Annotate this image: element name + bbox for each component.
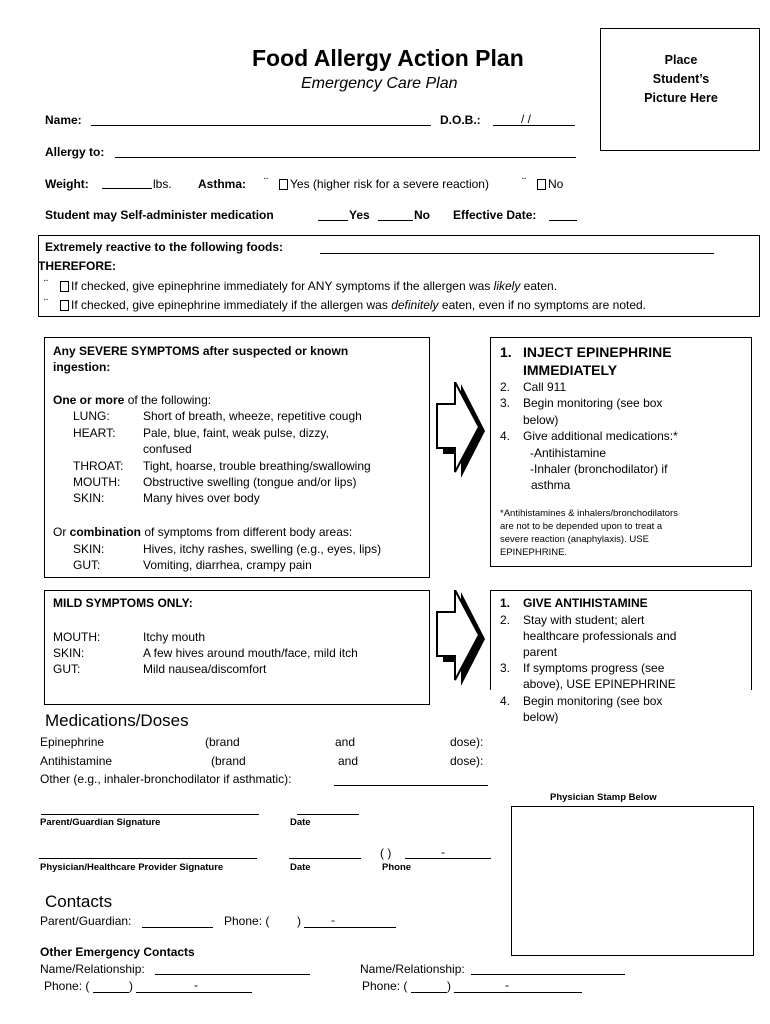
one-or-more-bold: One or more (53, 393, 125, 407)
severe-row-text: Short of breath, wheeze, repetitive cough (143, 409, 362, 423)
combination-bold: combination (69, 525, 142, 539)
contact-phone-field[interactable] (454, 980, 582, 993)
step-number: 4. (500, 429, 511, 443)
self-admin-no: No (414, 208, 430, 222)
allergy-label: Allergy to: (45, 145, 105, 159)
mild-row-label: MOUTH: (53, 630, 101, 644)
parent-phone-dash: - (331, 913, 335, 927)
definitely-text-b: eaten, even if no symptoms are noted. (438, 298, 647, 312)
mild-row-text: A few hives around mouth/face, mild itch (143, 646, 358, 660)
contacts-heading: Contacts (45, 892, 113, 911)
definitely-checkbox[interactable] (60, 300, 69, 311)
epinephrine-label: Epinephrine (40, 735, 105, 749)
reactive-mark-2: ¨ (44, 296, 48, 310)
mild-row (53, 630, 205, 644)
parent-contact-field[interactable] (142, 915, 213, 928)
combination-line (53, 525, 352, 539)
right-arrow-icon (435, 382, 487, 480)
one-or-more-rest: of the following: (124, 393, 212, 407)
medications-heading: Medications/Doses (45, 711, 189, 730)
photo-box-label: Place Student’s Picture Here (644, 53, 718, 105)
antihistamine-note: *Antihistamines & inhalers/bronchodilators (500, 508, 678, 519)
contact-phone-dash: - (194, 978, 198, 992)
definitely-option[interactable] (60, 298, 646, 312)
step-number: 2. (500, 380, 511, 394)
combination-a: Or (53, 525, 70, 539)
self-admin-label: Student may Self-administer medication (45, 208, 274, 222)
antihistamine-label: Antihistamine (40, 754, 113, 768)
combo-row-label: GUT: (73, 558, 101, 572)
dob-slashes: / / (521, 112, 532, 126)
asthma-yes-checkbox[interactable] (279, 179, 288, 190)
asthma-mark-no: ¨ (522, 175, 526, 189)
physician-stamp-box[interactable] (511, 806, 754, 956)
step-text: below) (523, 413, 559, 427)
antihistamine-note: are not to be depended upon to treat a (500, 521, 663, 532)
severe-row-label: MOUTH: (73, 475, 121, 489)
phone-label: Phone (382, 862, 412, 873)
asthma-mark-yes: ¨ (264, 175, 268, 189)
severe-row (73, 459, 371, 473)
mild-row-label: GUT: (53, 662, 81, 676)
step-text: -Inhaler (bronchodilator) if (530, 462, 668, 476)
lbs-label: lbs. (153, 177, 172, 191)
step-number: 3. (500, 396, 511, 410)
step-text: If symptoms progress (see (523, 661, 665, 675)
step-text: Stay with student; alert (523, 613, 645, 627)
step-number: 4. (500, 694, 511, 708)
combination-c: of symptoms from different body areas: (141, 525, 353, 539)
asthma-label: Asthma: (198, 177, 247, 191)
self-admin-no-field[interactable] (378, 208, 413, 221)
step-text: Begin monitoring (see box (523, 396, 663, 410)
epinephrine-dose: dose): (450, 735, 484, 749)
likely-text-em: likely (493, 279, 521, 293)
parent-contact-label: Parent/Guardian: (40, 914, 132, 928)
severe-row-label: THROAT: (73, 459, 124, 473)
definitely-text-em: definitely (391, 298, 439, 312)
likely-text-a: If checked, give epinephrine immediately for ANY symptoms if the allergen was (71, 279, 494, 293)
dob-label: D.O.B.: (440, 113, 481, 127)
parent-phone-label: Phone: ( (224, 914, 270, 928)
likely-text-b: eaten. (520, 279, 558, 293)
antihistamine-dose: dose): (450, 754, 484, 768)
severe-row-text: confused (143, 442, 192, 456)
phone-dash: - (441, 845, 445, 859)
name-relationship-field[interactable] (155, 962, 310, 975)
step-text: Begin monitoring (see box (523, 694, 663, 708)
step-text: asthma (531, 478, 571, 492)
severe-row-label: SKIN: (73, 491, 105, 505)
severe-row-label: LUNG: (73, 409, 110, 423)
mild-row-text: Itchy mouth (143, 630, 206, 644)
mild-row-label: SKIN: (53, 646, 85, 660)
reactive-foods-field[interactable] (320, 241, 714, 254)
combo-row-label: SKIN: (73, 542, 105, 556)
antihistamine-brand: (brand (211, 754, 246, 768)
inject-immediately: IMMEDIATELY (523, 362, 618, 378)
dob-field[interactable] (493, 113, 575, 126)
step-number: 1. (500, 596, 511, 610)
likely-option[interactable] (60, 279, 557, 293)
step-text: above), USE EPINEPHRINE (523, 677, 676, 691)
parent-phone-close: ) (297, 914, 301, 928)
parent-signature-label: Parent/Guardian Signature (40, 817, 161, 828)
name-relationship-field[interactable] (471, 962, 625, 975)
date-label: Date (290, 817, 311, 828)
asthma-no-label: No (548, 177, 564, 191)
severe-row-text: Obstructive swelling (tongue and/or lips) (143, 475, 357, 489)
contact-phone-area-field[interactable] (411, 980, 447, 993)
antihistamine-note: severe reaction (anaphylaxis). USE (500, 534, 649, 545)
contact-phone-area-field[interactable] (93, 980, 129, 993)
step-text: -Antihistamine (530, 446, 607, 460)
reactive-label: Extremely reactive to the following foods: (45, 240, 284, 254)
contact-phone-label: Phone: ( (44, 979, 90, 993)
step-text: below) (523, 710, 559, 724)
severe-heading-2: ingestion: (53, 360, 111, 374)
combo-row-text: Hives, itchy rashes, swelling (e.g., eyes, lips) (143, 542, 382, 556)
combo-row (73, 542, 381, 556)
contact-phone-close: ) (447, 979, 451, 993)
asthma-yes-option[interactable] (279, 177, 489, 191)
mild-row (53, 662, 266, 676)
combo-row-text: Vomiting, diarrhea, crampy pain (143, 558, 312, 572)
severe-row-label: HEART: (73, 426, 116, 440)
epinephrine-and: and (335, 735, 356, 749)
effective-date-field[interactable] (549, 208, 577, 221)
contact-phone-dash: - (505, 978, 509, 992)
physician-signature-field[interactable] (39, 846, 257, 859)
step-text: Give additional medications:* (523, 429, 678, 443)
contact-phone-close: ) (129, 979, 133, 993)
therefore-label: THEREFORE: (38, 259, 116, 273)
step-text: parent (523, 645, 558, 659)
asthma-no-checkbox[interactable] (537, 179, 546, 190)
physician-signature-label: Physician/Healthcare Provider Signature (40, 862, 224, 873)
other-medication-label: Other (e.g., inhaler-bronchodilator if asthmatic): (40, 772, 292, 786)
step-number: 2. (500, 613, 511, 627)
self-admin-yes-field[interactable] (318, 208, 348, 221)
severe-row-text: Pale, blue, faint, weak pulse, dizzy, (143, 426, 329, 440)
parent-signature-field[interactable] (41, 802, 259, 815)
step-text: Call 911 (523, 380, 567, 394)
parent-date-field[interactable] (297, 802, 359, 815)
antihistamine-and: and (338, 754, 359, 768)
antihistamine-note: EPINEPHRINE. (500, 547, 568, 558)
definitely-text-a: If checked, give epinephrine immediately if the allergen was (71, 298, 392, 312)
other-medication-field[interactable] (334, 773, 488, 786)
page-title: Food Allergy Action Plan (252, 45, 524, 71)
self-admin-yes: Yes (349, 208, 370, 222)
name-field[interactable] (91, 113, 431, 126)
weight-field[interactable] (102, 176, 152, 189)
name-relationship-label: Name/Relationship: (40, 962, 145, 976)
severe-row (73, 475, 356, 489)
severe-row (73, 442, 192, 456)
severe-row (73, 491, 260, 505)
step-text: healthcare professionals and (523, 629, 677, 643)
physician-stamp-label: Physician Stamp Below (550, 792, 657, 803)
severe-row (73, 409, 362, 423)
mild-heading: MILD SYMPTOMS ONLY: (53, 596, 193, 610)
severe-row-text: Tight, hoarse, trouble breathing/swallowing (143, 459, 371, 473)
give-antihistamine: GIVE ANTIHISTAMINE (523, 596, 648, 610)
allergy-field[interactable] (115, 145, 576, 158)
physician-phone-field[interactable] (405, 846, 491, 859)
mild-row (53, 646, 358, 660)
combo-row (73, 558, 312, 572)
one-or-more-line (53, 393, 211, 407)
page-subtitle: Emergency Care Plan (301, 75, 458, 92)
effective-date-label: Effective Date: (453, 208, 537, 222)
severe-row-text: Many hives over body (143, 491, 260, 505)
right-arrow-icon (435, 590, 487, 688)
step-number: 1. (500, 344, 512, 360)
weight-label: Weight: (45, 177, 89, 191)
reactive-mark-1: ¨ (44, 277, 48, 291)
severe-heading-1: Any SEVERE SYMPTOMS after suspected or known (53, 344, 349, 358)
inject-epinephrine: INJECT EPINEPHRINE (523, 344, 672, 360)
asthma-yes-label: Yes (higher risk for a severe reaction) (290, 177, 489, 191)
mild-row-text: Mild nausea/discomfort (143, 662, 267, 676)
date-label: Date (290, 862, 311, 873)
likely-checkbox[interactable] (60, 281, 69, 292)
asthma-no-option[interactable] (537, 177, 563, 191)
step-number: 3. (500, 661, 511, 675)
epinephrine-brand: (brand (205, 735, 240, 749)
severe-row (73, 426, 329, 440)
name-relationship-label: Name/Relationship: (360, 962, 465, 976)
name-label: Name: (45, 113, 82, 127)
contact-phone-label: Phone: ( (362, 979, 408, 993)
physician-date-field[interactable] (289, 846, 361, 859)
phone-paren: ( ) (380, 846, 392, 860)
parent-phone-field[interactable] (304, 915, 396, 928)
photo-box (600, 28, 760, 151)
other-contacts-heading: Other Emergency Contacts (40, 945, 195, 959)
